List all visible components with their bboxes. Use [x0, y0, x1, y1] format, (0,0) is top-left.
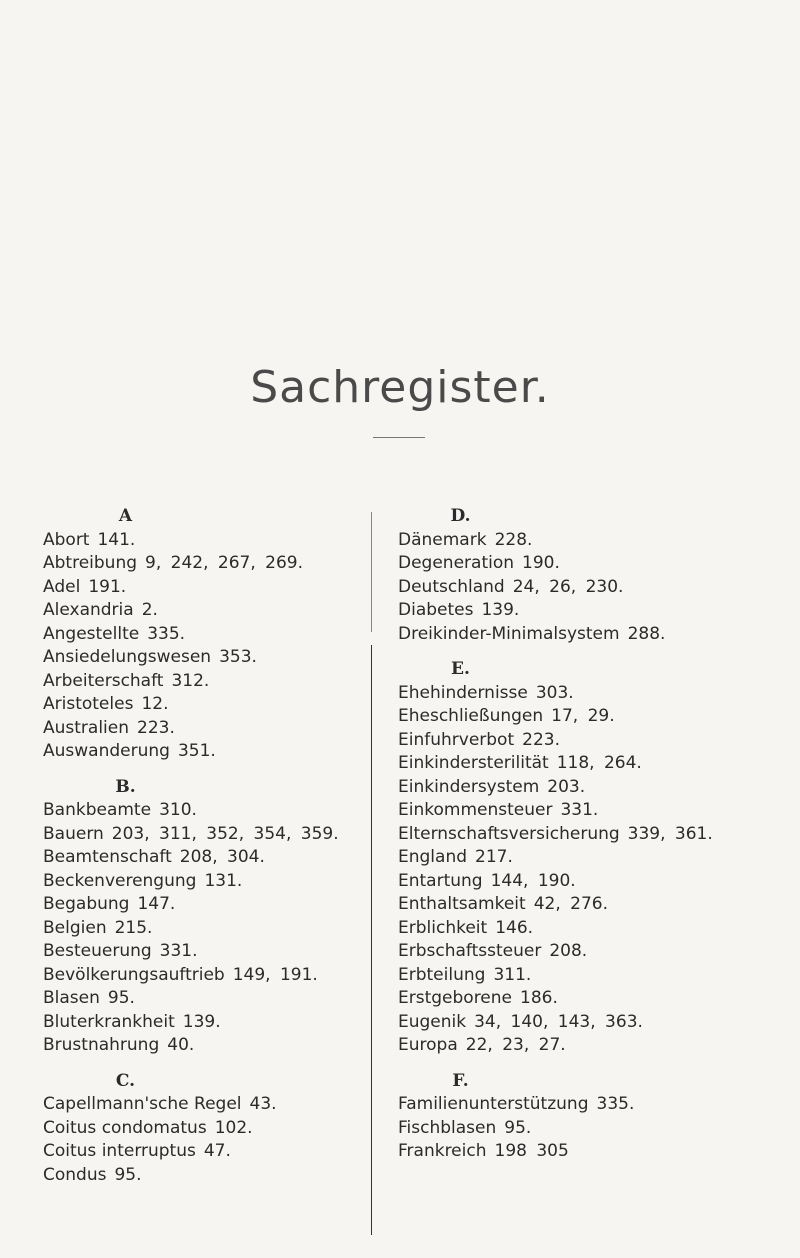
index-term: Entartung [398, 870, 483, 891]
column-divider-top [371, 512, 372, 632]
index-entry [398, 1034, 793, 1058]
index-entry [43, 670, 363, 694]
index-term: Enthaltsamkeit [398, 894, 526, 914]
index-entry [43, 846, 363, 870]
index-entry [43, 646, 363, 670]
index-entry [43, 1140, 363, 1164]
page-refs: 9, 242, 267, 269. [145, 553, 304, 573]
page-refs: 95. [114, 1164, 142, 1185]
page-refs: 118, 264. [556, 753, 642, 773]
index-term: Aristoteles [43, 694, 134, 714]
index-entry [43, 552, 363, 576]
index-entry [43, 987, 363, 1011]
page-refs: 95. [107, 988, 135, 1008]
page-refs: 312. [171, 670, 210, 691]
index-entry [398, 823, 793, 847]
page-refs: 22, 23, 27. [465, 1035, 566, 1055]
page-refs: 141. [97, 529, 136, 550]
index-entry [398, 529, 793, 553]
index-entry [43, 940, 363, 964]
index-term: Einkindersterilität [398, 753, 549, 773]
index-term: Fischblasen [398, 1117, 497, 1138]
index-term: Bankbeamte [43, 800, 152, 820]
index-term: Belgien [43, 917, 107, 938]
page-refs: 149, 191. [232, 964, 318, 985]
page-refs: 42, 276. [533, 894, 608, 914]
index-term: Familienunterstützung [398, 1094, 589, 1114]
index-entry [398, 1140, 793, 1164]
index-term: Dreikinder-Minimalsystem [398, 623, 620, 644]
index-entry [43, 1093, 363, 1117]
index-entry [398, 870, 793, 894]
page-refs: 146. [495, 917, 534, 938]
index-term: Dänemark [398, 529, 487, 550]
left-column [43, 505, 363, 1187]
section-letter: C. [115, 1070, 136, 1091]
page-refs: 217. [475, 847, 513, 867]
page-refs: 310. [159, 800, 197, 820]
index-term: Bluterkrankheit [43, 1011, 175, 1032]
index-term: Angestellte [43, 623, 140, 644]
index-term: Europa [398, 1035, 458, 1055]
index-entry [398, 940, 793, 964]
index-term: Bauern [43, 823, 104, 844]
index-term: Degeneration [398, 553, 515, 573]
index-entry [398, 576, 793, 600]
index-entry [43, 740, 363, 764]
index-entry [398, 682, 793, 706]
page-refs: 139. [182, 1011, 221, 1032]
index-entry [43, 717, 363, 741]
page-refs: 2. [141, 600, 158, 620]
index-term: Erstgeborene [398, 988, 513, 1008]
page-refs: 24, 26, 230. [512, 576, 624, 597]
page-refs: 331. [159, 941, 198, 961]
index-term: Einkindersystem [398, 776, 540, 797]
page-refs: 144, 190. [490, 870, 576, 891]
index-term: Capellmann'sche Regel [43, 1094, 242, 1114]
page-refs: 198 305 [494, 1141, 569, 1161]
index-term: Erbteilung [398, 964, 486, 985]
index-entry [398, 599, 793, 623]
page-refs: 203, 311, 352, 354, 359. [111, 823, 339, 844]
index-term: Elternschaftsversicherung [398, 823, 620, 844]
index-term: Ehehindernisse [398, 682, 528, 703]
index-entry [43, 823, 363, 847]
index-term: Erbschaftssteuer [398, 941, 542, 961]
index-term: England [398, 847, 468, 867]
title-rule [373, 437, 425, 438]
index-entry [398, 799, 793, 823]
index-term: Blasen [43, 988, 100, 1008]
index-term: Eugenik [398, 1011, 467, 1032]
page-refs: 34, 140, 143, 363. [474, 1011, 643, 1032]
column-divider-bottom [371, 645, 372, 1235]
page-refs: 208, 304. [179, 847, 265, 867]
index-term: Bevölkerungsauftrieb [43, 964, 225, 985]
index-entry [398, 752, 793, 776]
page-refs: 288. [627, 623, 666, 644]
section-letter: A [118, 506, 133, 526]
index-entry [398, 893, 793, 917]
page-refs: 215. [114, 917, 153, 938]
index-term: Auswanderung [43, 741, 170, 761]
index-term: Erblichkeit [398, 917, 488, 938]
page-refs: 47. [203, 1141, 231, 1161]
index-term: Coitus interruptus [43, 1141, 196, 1161]
index-entry [43, 1034, 363, 1058]
index-entry [43, 693, 363, 717]
index-entry [43, 964, 363, 988]
index-term: Begabung [43, 894, 130, 914]
page-refs: 223. [137, 717, 175, 738]
page-refs: 17, 29. [551, 706, 615, 726]
index-entry [398, 776, 793, 800]
page-refs: 223. [522, 729, 560, 750]
index-term: Brustnahrung [43, 1035, 160, 1055]
page-refs: 40. [167, 1035, 195, 1055]
index-term: Deutschland [398, 576, 505, 597]
page-refs: 139. [481, 600, 520, 620]
index-term: Arbeiterschaft [43, 670, 164, 691]
page-refs: 351. [177, 741, 216, 761]
index-term: Australien [43, 717, 130, 738]
page-refs: 353. [219, 647, 257, 667]
index-entry [43, 576, 363, 600]
page-refs: 339, 361. [627, 823, 713, 844]
page-refs: 191. [88, 576, 127, 597]
index-entry [398, 987, 793, 1011]
section-letter: D. [450, 506, 471, 526]
index-entry [398, 705, 793, 729]
index-term: Ansiedelungswesen [43, 647, 212, 667]
index-term: Frankreich [398, 1141, 487, 1161]
index-term: Abort [43, 529, 90, 550]
index-entry [43, 623, 363, 647]
index-entry [43, 893, 363, 917]
index-entry [398, 552, 793, 576]
index-entry [398, 729, 793, 753]
page-refs: 186. [520, 988, 558, 1008]
page-refs: 311. [493, 964, 532, 985]
page-refs: 102. [214, 1117, 253, 1138]
page-refs: 95. [504, 1117, 532, 1138]
index-entry [398, 623, 793, 647]
index-term: Abtreibung [43, 553, 138, 573]
page-refs: 228. [494, 529, 533, 550]
index-term: Besteuerung [43, 941, 152, 961]
index-term: Condus [43, 1164, 107, 1185]
page-refs: 335. [596, 1094, 635, 1114]
index-entry [43, 870, 363, 894]
page-refs: 12. [141, 694, 169, 714]
index-entry [43, 1164, 363, 1188]
index-term: Adel [43, 576, 81, 597]
section-letter: B. [115, 776, 136, 797]
index-term: Eheschließungen [398, 706, 544, 726]
index-entry [398, 1093, 793, 1117]
section-letter: E. [451, 659, 470, 679]
index-term: Beamtenschaft [43, 847, 172, 867]
index-term: Einfuhrverbot [398, 729, 515, 750]
index-entry [43, 917, 363, 941]
page-refs: 208. [549, 941, 588, 961]
index-entry [43, 799, 363, 823]
page-title: Sachregister. [250, 362, 550, 413]
index-term: Diabetes [398, 600, 474, 620]
index-entry [398, 1011, 793, 1035]
page-refs: 203. [547, 776, 586, 797]
page-refs: 335. [147, 623, 186, 644]
right-column [398, 505, 793, 1164]
index-entry [43, 599, 363, 623]
index-term: Einkommensteuer [398, 800, 553, 820]
page-refs: 331. [560, 800, 599, 820]
index-term: Coitus condomatus [43, 1117, 207, 1138]
index-entry [398, 964, 793, 988]
page-refs: 303. [535, 682, 574, 703]
index-entry [398, 917, 793, 941]
page-refs: 131. [204, 870, 243, 891]
index-term: Alexandria [43, 600, 134, 620]
index-entry [398, 1117, 793, 1141]
section-letter: F. [452, 1070, 469, 1091]
index-term: Beckenverengung [43, 870, 197, 891]
index-entry [43, 1011, 363, 1035]
index-entry [43, 1117, 363, 1141]
index-entry [398, 846, 793, 870]
index-entry [43, 529, 363, 553]
page-refs: 43. [249, 1094, 277, 1114]
page-refs: 190. [522, 553, 560, 573]
page-refs: 147. [137, 894, 176, 914]
